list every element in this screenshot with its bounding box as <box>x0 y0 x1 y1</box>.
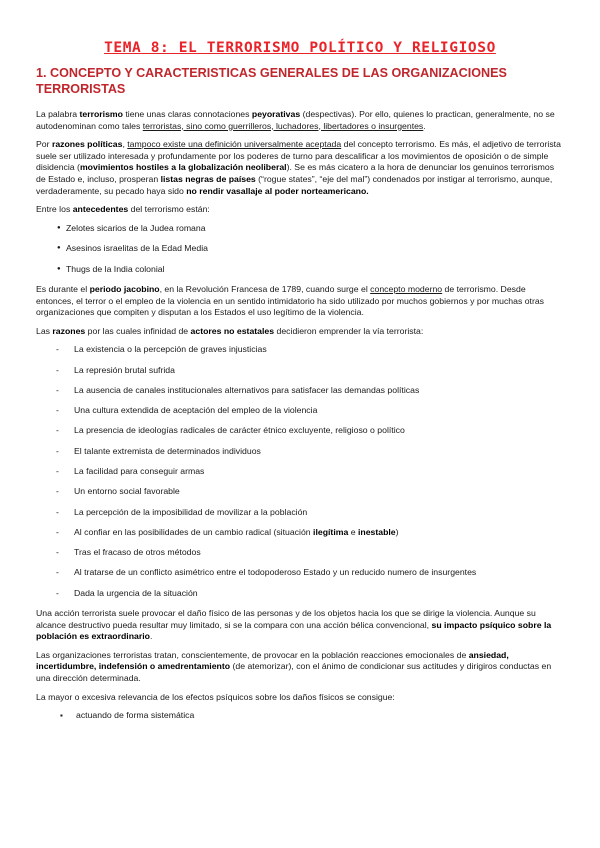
paragraph-impact: Una acción terrorista suele provocar el daño físico de las personas y de los objetos hacia los que se dirige la violencia. Aunque su alcance destructivo pueda resultar muy limitado, si se la compara con una acción bélica convencional, su impacto psíquico sobre la población es extraordinario. <box>36 607 552 642</box>
paragraph-reasons-intro: Las razones por las cuales infinidad de actores no estatales decidieron emprender la vía terrorista: <box>36 325 424 336</box>
list-item: - Tras el fracaso de otros métodos <box>36 547 564 559</box>
list-item: ● Asesinos israelitas de la Edad Media <box>36 243 564 255</box>
section-heading: 1. CONCEPTO Y CARACTERISTICAS GENERALES DE LAS ORGANIZACIONES TERRORISTAS <box>36 66 507 96</box>
list-item: - Dada la urgencia de la situación <box>36 588 564 600</box>
list-item: - La represión brutal sufrida <box>36 365 564 377</box>
list-item: - El talante extremista de determinados individuos <box>36 446 564 458</box>
list-item: - La presencia de ideologías radicales de carácter étnico excluyente, religioso o político <box>36 425 564 437</box>
paragraph-emotions: Las organizaciones terroristas tratan, conscientemente, de provocar en la población reacciones emocionales de ansiedad, incertidumbre, indefensión o amedrentamiento (de atemorizar), con el ánimo de condicionar sus actitudes y dirigiros conductas en una dirección determinada. <box>36 649 552 683</box>
paragraph-effects-intro: La mayor o excesiva relevancia de los efectos psíquicos sobre los daños físicos se consigue: <box>36 691 395 702</box>
paragraph-definition: La palabra terrorismo tiene unas claras connotaciones peyorativas (despectivas). Por ello, quienes lo practican, generalmente, no se autodenominan como tales terroristas, sino como guerrilleros, luchadores, libertadores o insurgentes. <box>36 109 555 131</box>
list-item: ● Zelotes sicarios de la Judea romana <box>36 223 564 235</box>
document-title: TEMA 8: EL TERRORISMO POLÍTICO Y RELIGIOSO <box>104 40 496 56</box>
list-item: ▪ actuando de forma sistemática <box>36 710 564 722</box>
effects-list <box>36 710 564 722</box>
list-item: - Al tratarse de un conflicto asimétrico entre el todopoderoso Estado y un reducido numero de insurgentes <box>36 567 564 579</box>
reasons-list <box>36 344 564 599</box>
paragraph-antecedents-intro: Entre los antecedentes del terrorismo están: <box>36 204 210 215</box>
list-item: - La facilidad para conseguir armas <box>36 466 564 478</box>
list-item: - Un entorno social favorable <box>36 486 564 498</box>
list-item: - Al confiar en las posibilidades de un cambio radical (situación ilegítima e inestable) <box>36 527 564 539</box>
list-item: - La existencia o la percepción de graves injusticias <box>36 344 564 356</box>
list-item: - La percepción de la imposibilidad de movilizar a la población <box>36 507 564 519</box>
document-page <box>36 40 564 729</box>
paragraph-jacobin: Es durante el periodo jacobino, en la Revolución Francesa de 1789, cuando surge el concepto moderno de terrorismo. Desde entonces, el terror o el empleo de la violencia en un sentido intimidatorio ha sido utilizado por muchos gobiernos y por muchas otras organizaciones que compiten y disputan a los Estados el uso legítimo de la violencia. <box>36 283 545 318</box>
paragraph-political-reasons: Por razones políticas, tampoco existe una definición universalmente aceptada del concepto terrorismo. Es más, el adjetivo de terrorista suele ser utilizado interesada y profundamente por los poderes de turno para descalificar a los movimientos de oposición o de simple disidencia (movimientos hostiles a la globalización neoliberal). Se es más cicatero a la hora de denunciar los genuinos terrorismos de Estado e, incluso, prosperan listas negras de países (“rogue states”, “eje del mal”) condenados por instigar al terrorismo, aunque, verdaderamente, su pecado haya sido no rendir vasallaje al poder norteamericano. <box>36 139 561 196</box>
list-item: - La ausencia de canales institucionales alternativos para satisfacer las demandas políticas <box>36 385 564 397</box>
list-item: - Una cultura extendida de aceptación del empleo de la violencia <box>36 405 564 417</box>
antecedents-list <box>36 223 564 275</box>
list-item: ● Thugs de la India colonial <box>36 264 564 276</box>
